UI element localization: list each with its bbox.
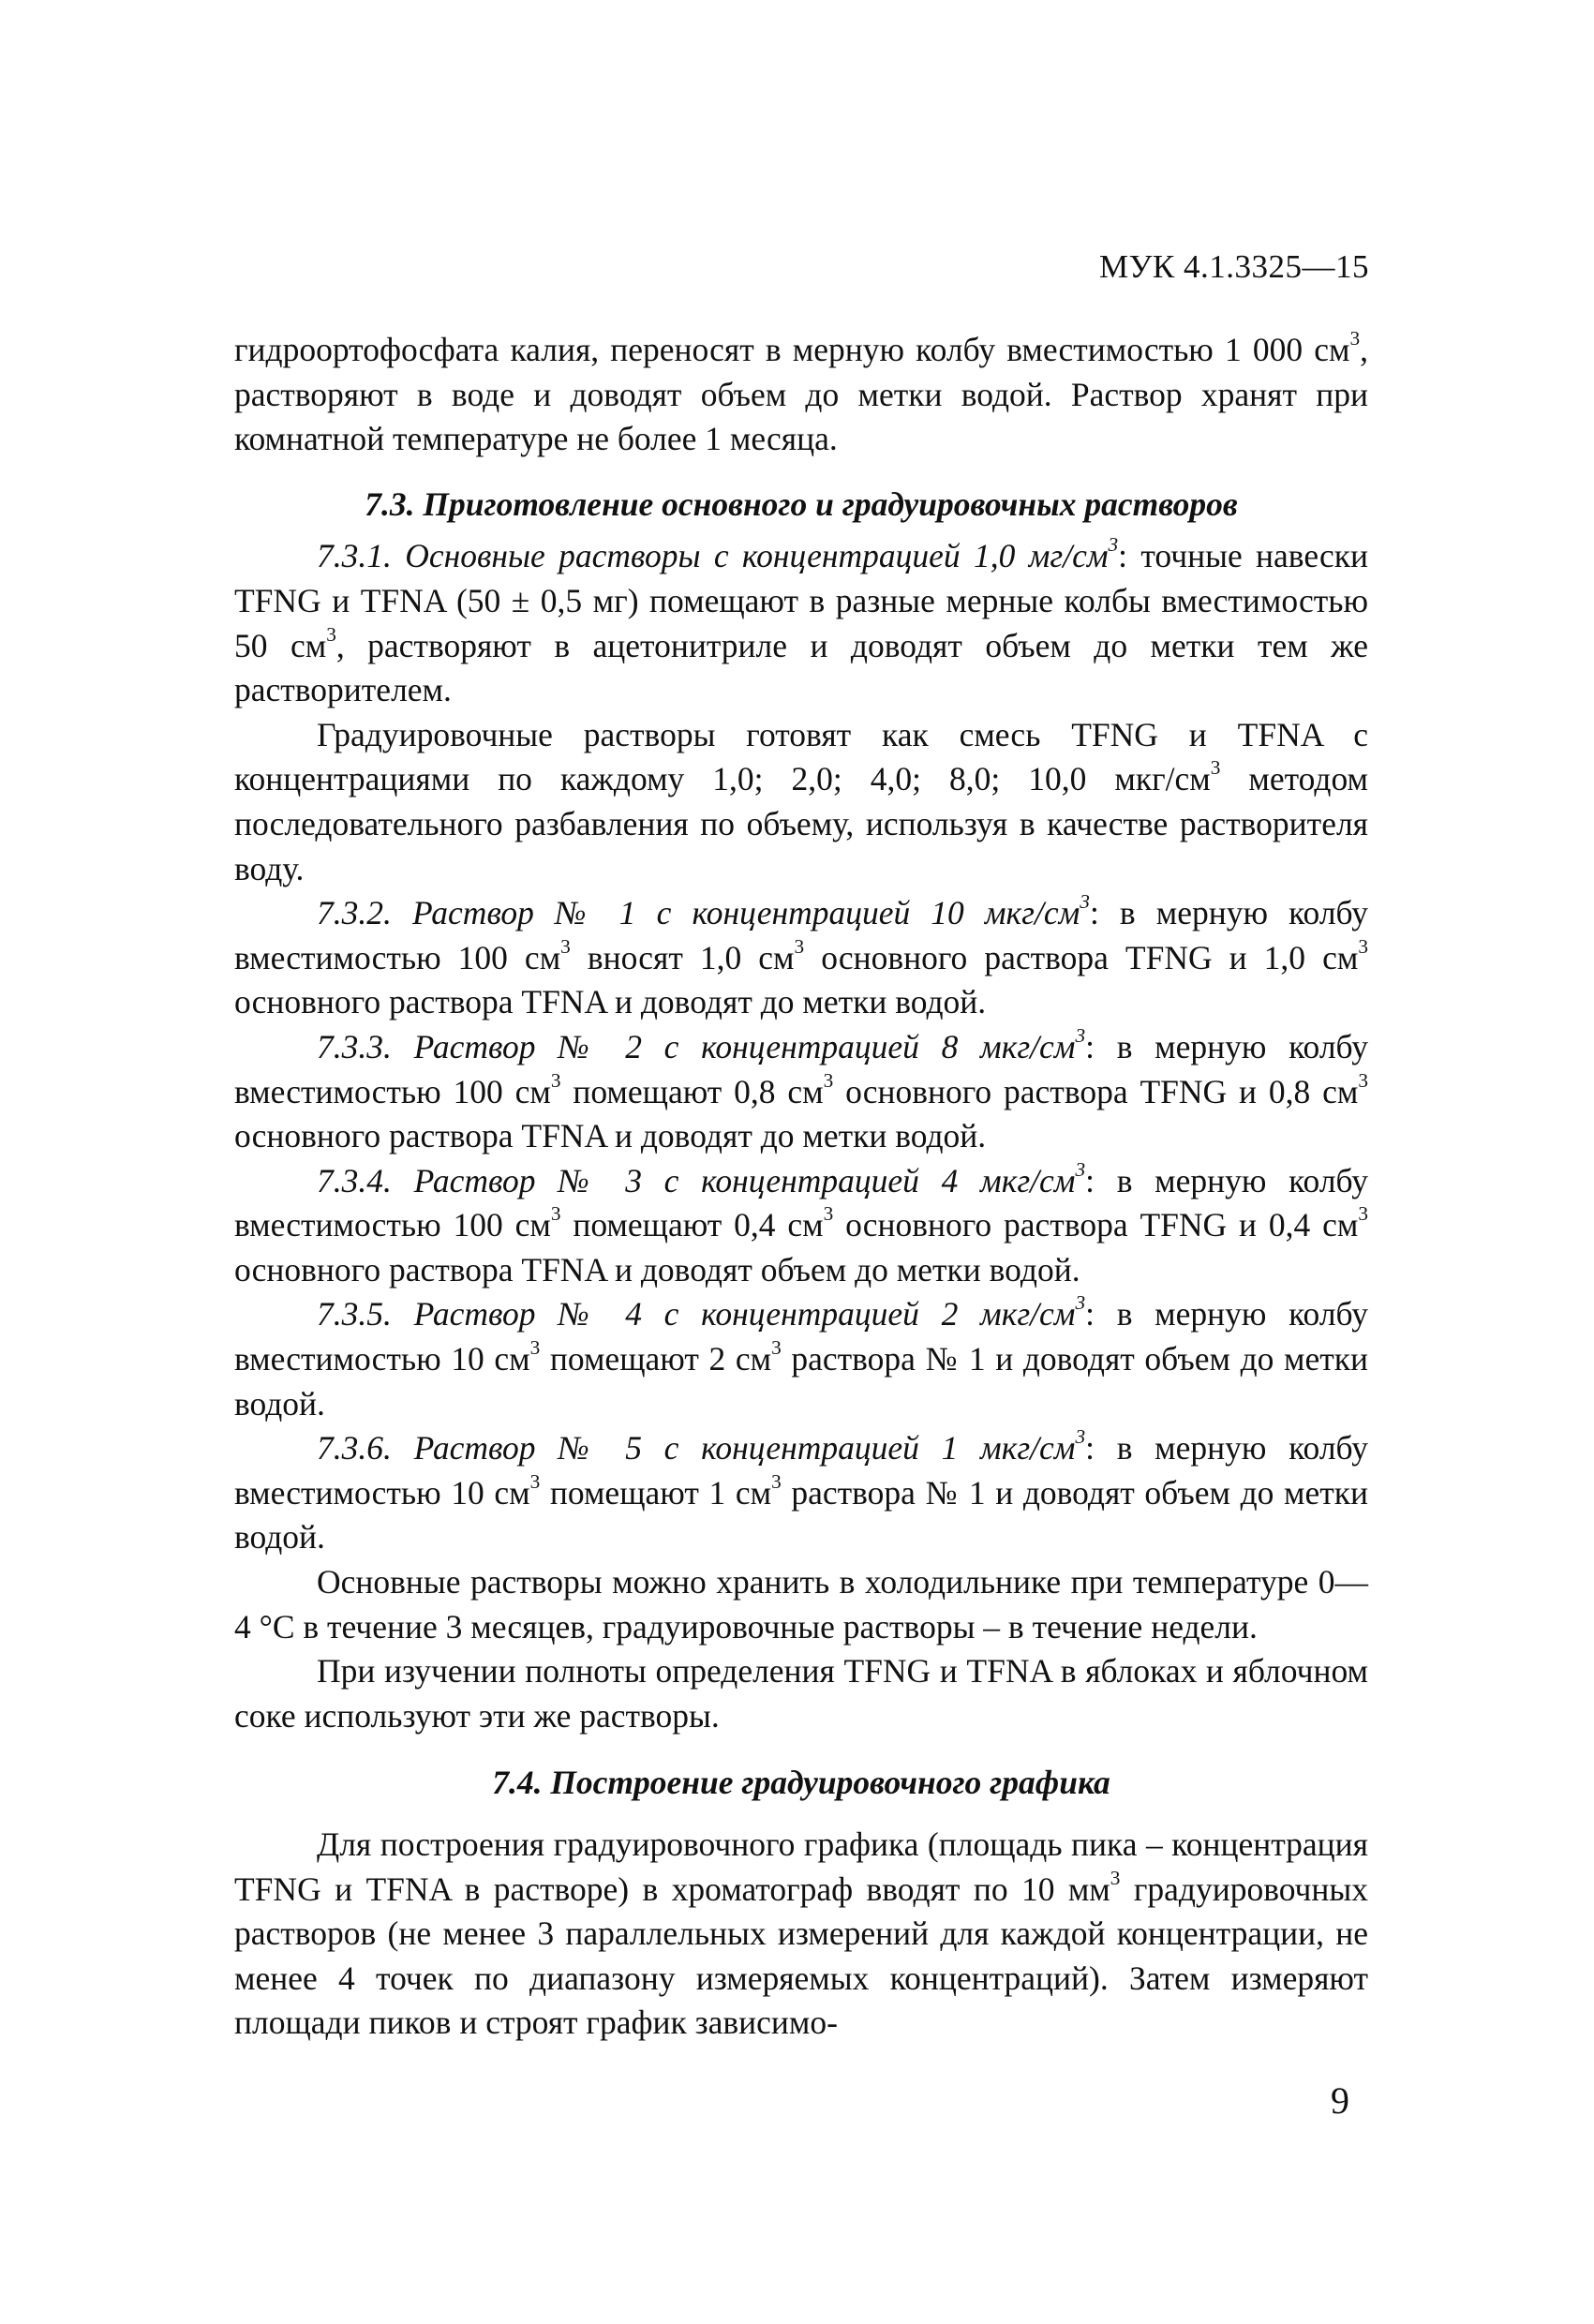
paragraph-7-3-4: 7.3.4. Раствор № 3 с концентрацией 4 мкг/$см^3$: в мерную колбу вместимостью 100 $см^3$ помещают 0,4 $см^3$ основного раствора TFNG и 0,4 $см^3$ основного раствора TFNA и доводят объем до метки водой. bbox=[234, 1157, 1369, 1289]
page-body bbox=[234, 328, 1368, 2046]
page-number: 9 bbox=[1331, 2079, 1349, 2122]
paragraph-7-3-6: 7.3.6. Раствор № 5 с концентрацией 1 мкг/$см^3$: в мерную колбу вместимостью 10 $см^3$ помещают 1 $см^3$ раствора № 1 и доводят объем до метки водой. bbox=[234, 1425, 1369, 1557]
paragraph-7-3-1: 7.3.1. Основные растворы с концентрацией 1,0 $мг/см^3$: точные навески TFNG и TFNA (50 ± 0,5 мг) помещают в разные мерные колбы вместимостью 50 $см^3$, растворяют в ацетонитриле и доводят объем до метки тем же растворителем. bbox=[234, 533, 1368, 709]
paragraph-7-3-2: 7.3.2. Раствор № 1 с концентрацией 10 мкг/$см^3$: в мерную колбу вместимостью 100 $см^3$ вносят 1,0 $см^3$ основного раствора TFNG и 1,0 $см^3$ основного раствора TFNA и доводят до метки водой. bbox=[234, 890, 1369, 1021]
paragraph-7-3-3: 7.3.3. Раствор № 2 с концентрацией 8 мкг/$см^3$: в мерную колбу вместимостью 100 $см^3$ помещают 0,8 $см^3$ основного раствора TFNG и 0,8 $см^3$ основного раствора TFNA и доводят до метки водой. bbox=[234, 1023, 1369, 1155]
section-heading-7-3: 7.3. Приготовление основного и градуировочных растворов bbox=[365, 484, 1238, 523]
paragraph-calibration-solutions: Градуировочные растворы готовят как смесь TFNG и TFNA с концентрациями по каждому 1,0; 2,0; 4,0; 8,0; 10,0 мкг/$см^3$ методом последовательного разбавления по объему, используя в качестве растворителя воду. bbox=[234, 715, 1368, 887]
document-code-header: МУК 4.1.3325—15 bbox=[1099, 248, 1369, 285]
paragraph-continuation: гидроортофосфата калия, переносят в мерную колбу вместимостью 1 000 $см^3$, растворяют в воде и доводят объем до метки водой. Раствор хранят при комнатной температуре не более 1 месяца. bbox=[234, 326, 1368, 458]
section-heading-7-4: 7.4. Построение градуировочного графика bbox=[492, 1764, 1110, 1802]
paragraph-7-4: Для построения градуировочного графика (площадь пика – концентрация TFNG и TFNA в растворе) в хроматограф вводят по 10 $мм^3$ градуировочных растворов (не менее 3 параллельных измерений для каждой концентрации, не менее 4 точек по диапазону измеряемых концентраций). Затем измеряют площади пиков и строят график зависимо- bbox=[234, 1825, 1369, 2042]
paragraph-7-3-5: 7.3.5. Раствор № 4 с концентрацией 2 мкг/$см^3$: в мерную колбу вместимостью 10 $см^3$ помещают 2 $см^3$ раствора № 1 и доводят объем до метки водой. bbox=[234, 1291, 1369, 1423]
paragraph-storage: Основные растворы можно хранить в холодильнике при температуре 0—4 °С в течение 3 месяцев, градуировочные растворы – в течение недели. bbox=[234, 1563, 1368, 1646]
paragraph-recovery: При изучении полноты определения TFNG и TFNA в яблоках и яблочном соке используют эти же растворы. bbox=[234, 1652, 1368, 1735]
